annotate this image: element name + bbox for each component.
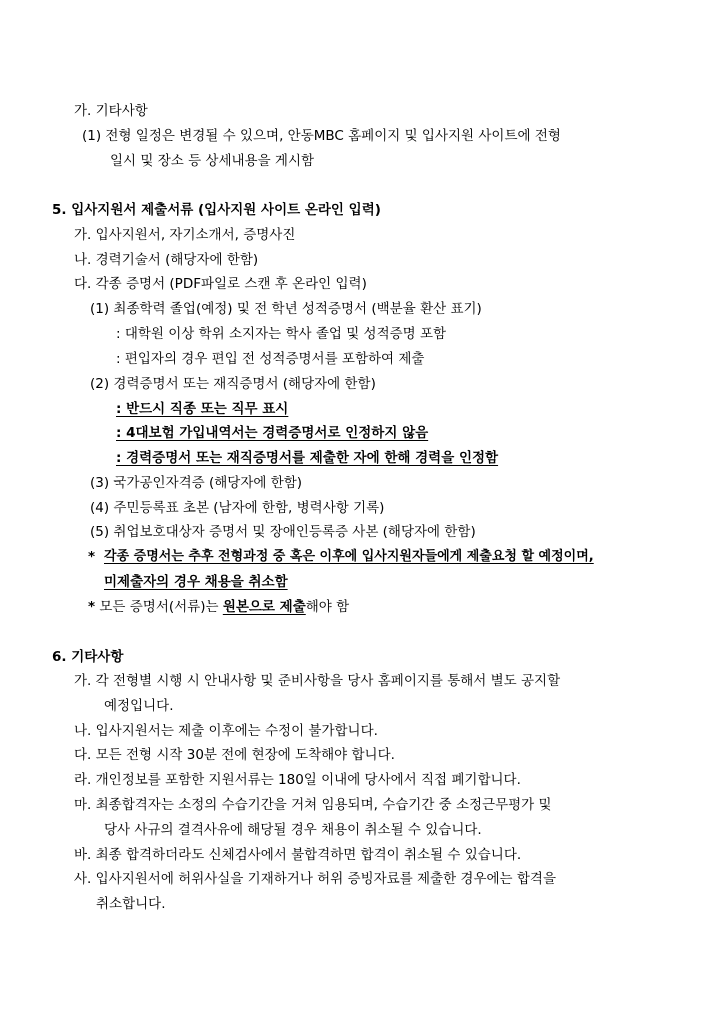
list-item-note: : 편입자의 경우 편입 전 성적증명서를 포함하여 제출 — [116, 351, 425, 367]
list-item: 가. 각 전형별 시행 시 안내사항 및 준비사항을 당사 홈페이지를 통해서 별도 공지할 — [74, 673, 561, 689]
list-item: 바. 최종 합격하더라도 신체검사에서 불합격하면 합격이 취소될 수 있습니다. — [74, 847, 522, 863]
list-item: (4) 주민등록표 초본 (남자에 한함, 병력사항 기록) — [90, 500, 385, 516]
section-heading: 5. 입사지원서 제출서류 (입사지원 사이트 온라인 입력) — [52, 202, 381, 218]
list-item: (1) 최종학력 졸업(예정) 및 전 학년 성적증명서 (백분율 환산 표기) — [90, 301, 482, 317]
list-item-note: : 대학원 이상 학위 소지자는 학사 졸업 및 성적증명 포함 — [116, 326, 447, 342]
list-item: (3) 국가공인자격증 (해당자에 한함) — [90, 475, 303, 491]
list-item: 다. 모든 전형 시작 30분 전에 현장에 도착해야 합니다. — [74, 747, 395, 763]
section-heading: 6. 기타사항 — [52, 649, 124, 665]
list-item: 가. 입사지원서, 자기소개서, 증명사진 — [74, 227, 296, 243]
list-item: 사. 입사지원서에 허위사실을 기재하거나 허위 증빙자료를 제출한 경우에는 합격을 — [74, 871, 557, 887]
notice-emphasis-continuation: 미제출자의 경우 채용을 취소함 — [104, 574, 288, 590]
list-item: (2) 경력증명서 또는 재직증명서 (해당자에 한함) — [90, 376, 376, 392]
list-item-continuation: 예정입니다. — [104, 698, 174, 714]
list-item-note-emphasis: : 반드시 직종 또는 직무 표시 — [116, 401, 289, 417]
list-item-note-emphasis: : 경력증명서 또는 재직증명서를 제출한 자에 한해 경력을 인정함 — [116, 450, 499, 466]
notice — [88, 598, 349, 616]
list-item: 라. 개인정보를 포함한 지원서류는 180일 이내에 당사에서 직접 폐기합니다. — [74, 772, 521, 788]
list-item: 마. 최종합격자는 소정의 수습기간을 거쳐 임용되며, 수습기간 중 소정근무평가 및 — [74, 797, 552, 813]
list-item-continuation: 일시 및 장소 등 상세내용을 게시함 — [110, 153, 315, 169]
asterisk-mark: * — [88, 549, 96, 565]
list-item: (1) 전형 일정은 변경될 수 있으며, 안동MBC 홈페이지 및 입사지원 사이트에 전형 — [82, 128, 561, 144]
list-item-continuation: 당사 사규의 결격사유에 해당될 경우 채용이 취소될 수 있습니다. — [104, 822, 482, 838]
notice-text: 모든 증명서(서류)는 — [99, 599, 223, 615]
list-item-note-emphasis: : 4대보험 가입내역서는 경력증명서로 인정하지 않음 — [116, 425, 429, 441]
list-item: 다. 각종 증명서 (PDF파일로 스캔 후 온라인 입력) — [74, 276, 367, 292]
notice-text: 해야 함 — [305, 599, 350, 615]
asterisk-mark: * — [88, 599, 96, 615]
notice-emphasis: 원본으로 제출 — [222, 599, 306, 615]
list-item: 나. 경력기술서 (해당자에 한함) — [74, 252, 259, 268]
list-item-continuation: 취소합니다. — [96, 896, 166, 912]
subsection-heading: 가. 기타사항 — [74, 103, 148, 119]
notice-emphasis: 각종 증명서는 추후 전형과정 중 혹은 이후에 입사지원자들에게 제출요청 할 예정이며, — [104, 549, 594, 564]
list-item: 나. 입사지원서는 제출 이후에는 수정이 불가합니다. — [74, 723, 378, 739]
list-item: (5) 취업보호대상자 증명서 및 장애인등록증 사본 (해당자에 한함) — [90, 524, 476, 540]
